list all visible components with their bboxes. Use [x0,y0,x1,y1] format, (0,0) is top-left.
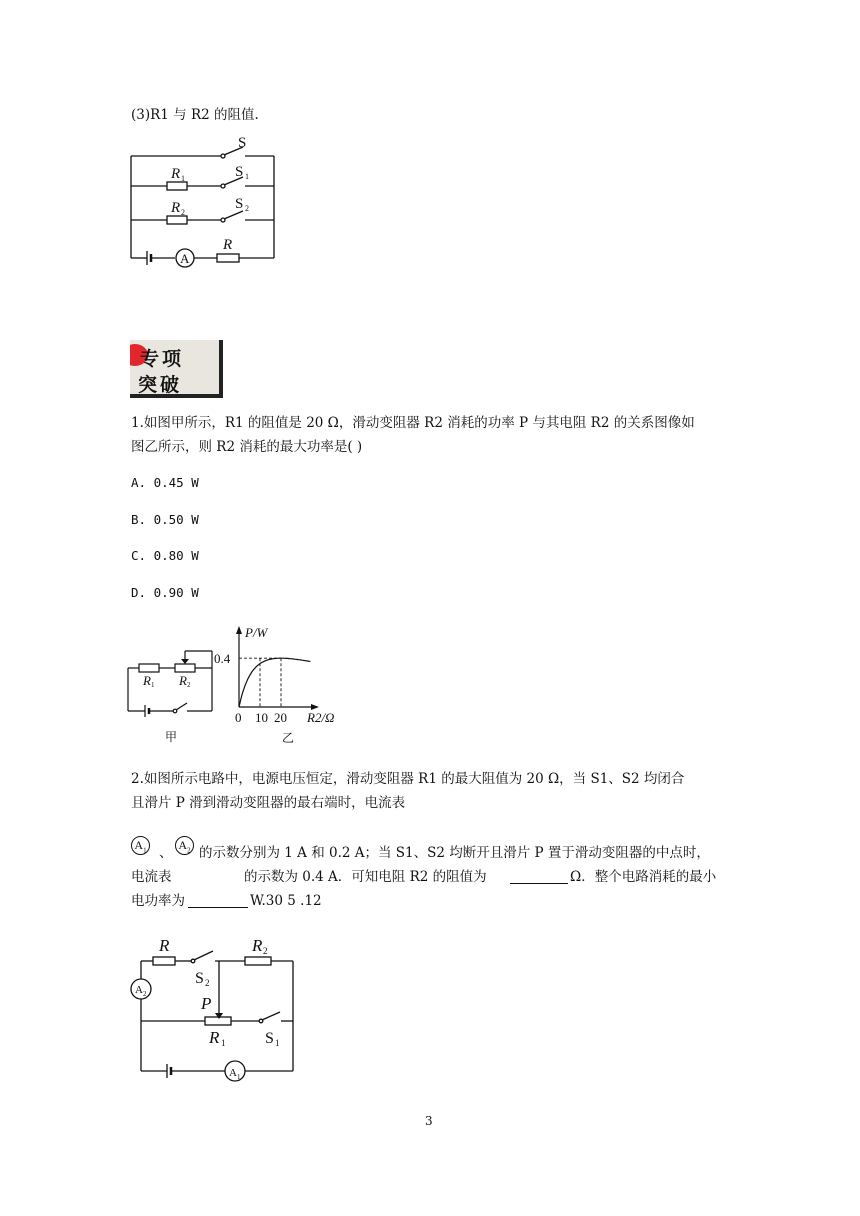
option-a: A. 0.45 W [131,475,199,490]
label-s1: S [235,164,244,180]
caption-jia: 甲 [165,730,178,744]
circuit-diagram-2 [125,935,305,1085]
power-curve [239,658,310,707]
jia-label-r2: R [179,673,187,688]
caption-yi: 乙 [282,731,295,745]
c2-label-r: R [159,936,170,955]
problem-2-line-4b: 的示数为 0.4 A．可知电阻 R2 的阻值为 [244,869,487,885]
option-b: B. 0.50 W [131,512,199,527]
label-r1: R [171,166,181,182]
svg-text:2: 2 [143,990,147,998]
figure-jia-circuit [125,645,220,745]
x-tick-0: 0 [235,710,242,725]
problem-2-line-3: 的示数分别为 1 A 和 0.2 A；当 S1、S2 均断开且滑片 P 置于滑动变阻器的中点时， [199,845,710,861]
q3-text: (3)R1 与 R2 的阻值. [131,107,259,123]
answer-blank-r2 [510,871,568,884]
label-r2: R [171,200,181,216]
problem-1-line-2: 图乙所示，则 R2 消耗的最大功率是( ) [131,439,363,455]
svg-text:2: 2 [187,681,191,689]
problem-1-line-1: 1.如图甲所示，R1 的阻值是 20 Ω，滑动变阻器 R2 消耗的功率 P 与其电阻 R2 的关系图像如 [131,415,695,431]
separator: 、 [159,845,173,861]
svg-text:2: 2 [263,946,268,956]
svg-text:2: 2 [181,208,185,217]
problem-2-line-5a: 电功率为 [131,893,185,909]
y-axis-label: P/W [245,625,268,640]
x-axis-label: R2/Ω [307,710,335,725]
svg-text:1: 1 [181,174,185,183]
option-d: D. 0.90 W [131,585,199,600]
circuit-diagram-1 [125,130,285,270]
page-number: 3 [425,1114,433,1128]
ammeter-a: A [180,251,190,266]
option-c: C. 0.80 W [131,548,199,563]
x-tick-20: 20 [274,710,287,725]
svg-text:1: 1 [275,1038,280,1048]
section-badge [130,340,223,398]
c2-label-r1: R [209,1028,220,1047]
label-s2: S [235,196,244,212]
x-tick-10: 10 [255,710,268,725]
svg-text:2: 2 [245,204,249,213]
problem-2-line-5b: W.30 5 .12 [250,893,322,909]
c2-label-p: P [201,994,212,1013]
label-r: R [223,237,233,253]
svg-text:1: 1 [151,681,155,689]
ammeter-a2-icon: $A_2$ [175,836,194,855]
problem-2-line-2: 且滑片 P 滑到滑动变阻器的最右端时，电流表 [131,795,406,811]
badge-line-2: 突破 [138,374,183,396]
c2-label-s1: S [265,1030,274,1047]
c2-ammeter-a1: A [229,1067,237,1079]
svg-text:1: 1 [245,172,249,181]
ammeter-a1-icon: $A_1$ [131,836,150,855]
jia-label-r1: R [143,673,151,688]
svg-text:1: 1 [221,1038,226,1048]
problem-2-line-4a: 电流表 [131,869,172,885]
answer-blank-power [188,895,248,908]
figure-yi-chart [214,622,350,747]
c2-label-s2: S [195,970,204,987]
badge-line-1: 专项 [140,348,185,370]
problem-2-line-1: 2.如图所示电路中，电源电压恒定，滑动变阻器 R1 的最大阻值为 20 Ω，当 S1、S2 均闭合 [131,771,685,787]
c2-label-r2: R [252,936,263,955]
svg-text:1: 1 [237,1073,241,1081]
svg-text:2: 2 [205,978,210,988]
label-s: S [238,135,247,151]
problem-2-line-4c: Ω．整个电路消耗的最小 [570,869,717,885]
y-tick-0-4: 0.4 [214,651,231,666]
c2-ammeter-a2: A [135,984,143,996]
